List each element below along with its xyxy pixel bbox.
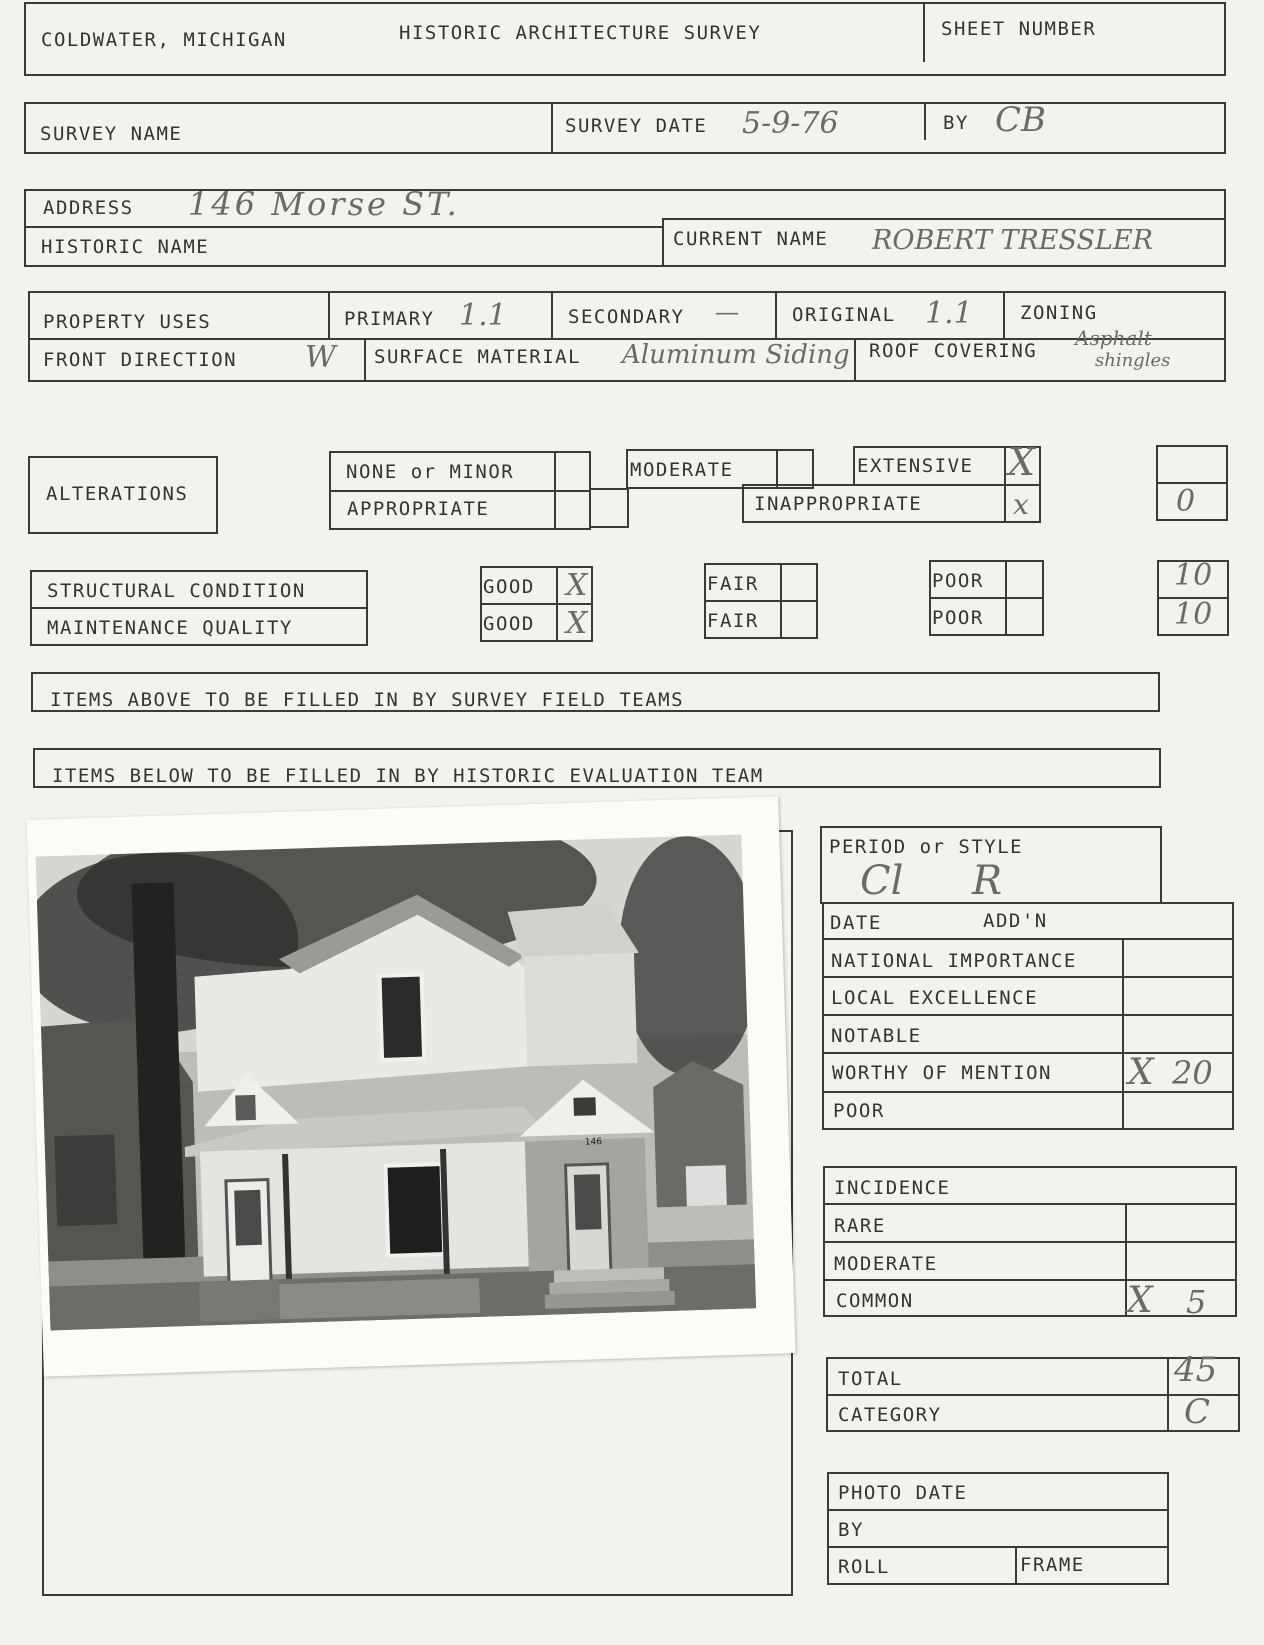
note-below: ITEMS BELOW TO BE FILLED IN BY HISTORIC EVALUATION TEAM [52,765,764,787]
inappropriate-mark: x [1013,488,1029,521]
poor-label-1: POOR [932,570,984,592]
survey-date-value: 5-9-76 [742,106,839,141]
surface-material-value: Aluminum Siding [622,340,850,370]
extensive-mark: X [1008,440,1036,484]
totals-vline [1167,1357,1169,1432]
category-label: CATEGORY [838,1404,942,1426]
survey-by-label: BY [943,112,969,134]
current-name-label: CURRENT NAME [673,228,829,250]
extensive-label: EXTENSIVE [857,455,974,477]
common-score: 5 [1186,1283,1207,1321]
property-v3 [775,291,777,339]
note-above: ITEMS ABOVE TO BE FILLED IN BY SURVEY FIELD TEAMS [50,689,685,711]
eval-h2 [822,976,1234,978]
fair-label-1: FAIR [707,573,759,595]
alt-left-vline [554,451,556,530]
property-v2 [551,291,553,339]
front-direction-label: FRONT DIRECTION [43,349,238,371]
inappropriate-label: INAPPROPRIATE [754,493,923,515]
roof-covering-value-1: Asphalt [1075,326,1152,350]
front-direction-value: W [305,340,336,375]
poor-hline [929,597,1044,599]
property-v6 [854,338,856,382]
photo-card [26,796,795,1376]
period-style-label: PERIOD or STYLE [829,836,1024,858]
survey-divider-1 [551,104,553,152]
form-title: HISTORIC ARCHITECTURE SURVEY [399,22,762,44]
address-split [24,226,664,228]
good-label-2: GOOD [483,613,535,635]
eval-h3 [822,1014,1234,1016]
sheet-number-label: SHEET NUMBER [941,18,1097,40]
date-label: DATE [830,912,882,934]
frame-label: FRAME [1020,1554,1085,1576]
primary-label: PRIMARY [344,308,435,330]
evaluation-box [822,902,1234,1130]
poor-label-2: POOR [932,607,984,629]
maintenance-quality-label: MAINTENANCE QUALITY [47,617,293,639]
inc-h1 [823,1203,1237,1205]
eval-poor-label: POOR [833,1100,885,1122]
local-excellence-label: LOCAL EXCELLENCE [831,987,1039,1009]
property-v1 [328,291,330,339]
survey-by-value: CB [995,100,1046,140]
worthy-mark: X [1128,1052,1154,1093]
property-v4 [1003,291,1005,339]
secondary-label: SECONDARY [568,306,685,328]
category-value: C [1184,1392,1211,1432]
city-label: COLDWATER, MICHIGAN [41,29,287,51]
eval-vline [1122,938,1124,1130]
common-mark: X [1127,1280,1153,1321]
original-label: ORIGINAL [792,304,896,326]
historic-name-label: HISTORIC NAME [41,236,210,258]
inc-moderate-label: MODERATE [834,1253,938,1275]
inc-h2 [823,1241,1237,1243]
photo-date-label: PHOTO DATE [838,1482,968,1504]
addn-label: ADD'N [983,910,1048,932]
surface-material-label: SURFACE MATERIAL [374,346,582,368]
total-value: 45 [1174,1350,1218,1390]
original-value: 1.1 [925,296,973,331]
survey-divider-2 [924,102,926,140]
period-style-value-2: R [972,858,1003,904]
condition-hline [30,607,368,609]
alterations-label: ALTERATIONS [46,483,189,505]
notable-label: NOTABLE [831,1025,922,1047]
roof-covering-label: ROOF COVERING [869,340,1038,362]
worthy-of-mention-label: WORTHY OF MENTION [832,1062,1052,1084]
house-number: 146 [584,1137,603,1148]
current-name-value: ROBERT TRESSLER [872,225,1153,256]
common-label: COMMON [836,1290,914,1312]
current-name-divider [662,218,664,267]
structural-good-mark: X [566,568,588,603]
none-minor-label: NONE or MINOR [346,461,515,483]
rare-label: RARE [834,1215,886,1237]
poor-vline [1005,560,1007,636]
survey-name-label: SURVEY NAME [40,123,183,145]
worthy-score: 20 [1172,1054,1213,1092]
fair-hline [704,600,818,602]
photo-h2 [827,1546,1169,1548]
appropriate-label: APPROPRIATE [347,498,490,520]
property-uses-label: PROPERTY USES [43,311,212,333]
inc-h3 [823,1279,1237,1281]
alt-left-hline [329,490,591,492]
eval-h1 [822,938,1234,940]
photo-by-label: BY [838,1519,864,1541]
moderate-vline [776,449,778,489]
alterations-score: 0 [1176,484,1196,519]
good-hline [480,603,593,605]
survey-date-label: SURVEY DATE [565,115,708,137]
primary-value: 1.1 [459,298,507,333]
national-importance-label: NATIONAL IMPORTANCE [831,950,1077,972]
address-split-2 [662,218,1226,220]
good-label-1: GOOD [483,576,535,598]
house-photo [36,835,757,1331]
header-divider [923,2,925,62]
structural-condition-label: STRUCTURAL CONDITION [47,580,306,602]
incidence-label: INCIDENCE [834,1177,951,1199]
totals-hline [826,1394,1240,1396]
secondary-value: — [715,298,739,326]
total-label: TOTAL [838,1368,903,1390]
moderate-label: MODERATE [630,459,734,481]
fair-vline [780,563,782,639]
roll-label: ROLL [838,1556,890,1578]
fair-label-2: FAIR [707,610,759,632]
maintenance-good-mark: X [566,606,588,641]
address-value: 146 Morse ST. [188,185,460,223]
period-style-value-1: Cl [860,858,904,904]
address-label: ADDRESS [43,197,134,219]
good-vline [556,566,558,642]
zoning-label: ZONING [1020,302,1098,324]
appropriate-extension [589,488,629,528]
photo-vline [1015,1546,1017,1585]
roof-covering-value-2: shingles [1095,350,1171,371]
structural-score: 10 [1174,558,1213,593]
photo-h1 [827,1509,1169,1511]
maintenance-score: 10 [1174,597,1213,632]
property-v5 [364,338,366,382]
